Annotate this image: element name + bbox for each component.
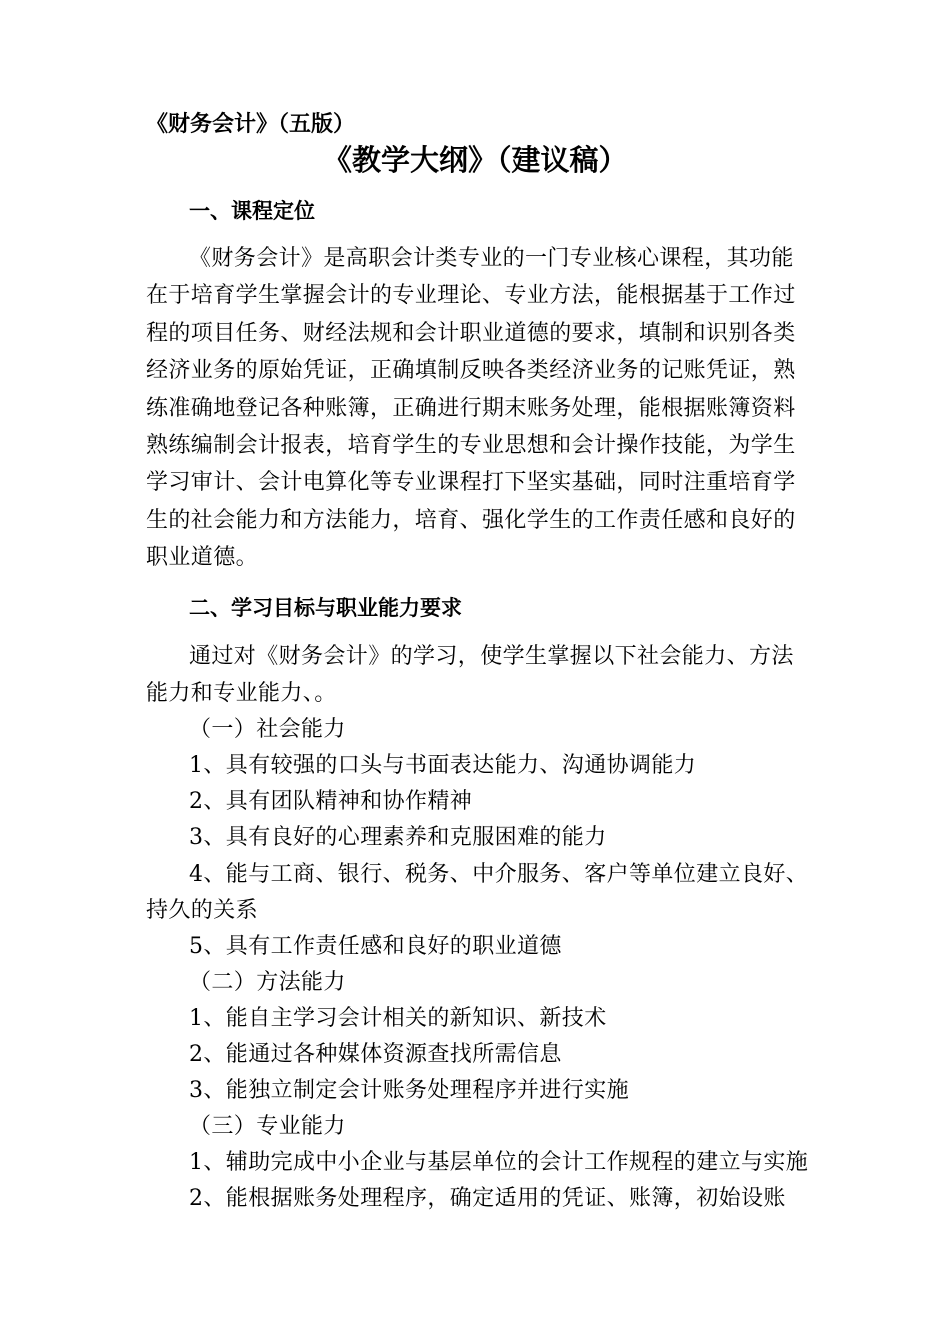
paragraph-line: 能力和专业能力、。: [146, 681, 337, 706]
paragraph-line: 通过对《财务会计》的学习，使学生掌握以下社会能力、方法: [189, 644, 794, 669]
paragraph-line: 程的项目任务、财经法规和会计职业道德的要求，填制和识别各类: [146, 321, 796, 346]
list-item: 4、能与工商、银行、税务、中介服务、客户等单位建立良好、: [189, 862, 809, 887]
paragraph-line: 学习审计、会计电算化等专业课程打下坚实基础，同时注重培育学: [146, 470, 796, 495]
document-title: 《教学大纲》（建议稿）: [323, 143, 628, 177]
paragraph-line: 熟练编制会计报表，培育学生的专业思想和会计操作技能，为学生: [146, 433, 796, 458]
list-item: 持久的关系: [146, 898, 259, 923]
subsection-title-method: （二）方法能力: [189, 970, 346, 995]
list-item: 3、具有良好的心理素养和克服困难的能力: [189, 825, 607, 850]
paragraph-line: 《财务会计》是高职会计类专业的一门专业核心课程，其功能: [189, 246, 794, 271]
document-subtitle: 《财务会计》（五版）: [146, 112, 356, 137]
paragraph-line: 在于培育学生掌握会计的专业理论、专业方法，能根据基于工作过: [146, 283, 796, 308]
subsection-title-professional: （三）专业能力: [189, 1114, 346, 1139]
paragraph-line: 生的社会能力和方法能力，培育、强化学生的工作责任感和良好的: [146, 508, 796, 533]
paragraph-line: 练准确地登记各种账簿，正确进行期末账务处理，能根据账簿资料: [146, 396, 796, 421]
paragraph-line: 职业道德。: [146, 545, 259, 570]
list-item: 1、辅助完成中小企业与基层单位的会计工作规程的建立与实施: [189, 1150, 809, 1175]
section-heading-learning-objectives: 二、学习目标与职业能力要求: [189, 596, 462, 620]
section-heading-course-positioning: 一、课程定位: [189, 199, 315, 223]
subsection-title-social: （一）社会能力: [189, 717, 346, 742]
list-item: 1、具有较强的口头与书面表达能力、沟通协调能力: [189, 753, 697, 778]
list-item: 2、能根据账务处理程序，确定适用的凭证、账簿，初始设账: [189, 1186, 786, 1211]
list-item: 2、能通过各种媒体资源查找所需信息: [189, 1042, 562, 1067]
paragraph-line: 经济业务的原始凭证，正确填制反映各类经济业务的记账凭证，熟: [146, 358, 796, 383]
list-item: 1、能自主学习会计相关的新知识、新技术: [189, 1006, 607, 1031]
list-item: 2、具有团队精神和协作精神: [189, 789, 473, 814]
list-item: 3、能独立制定会计账务处理程序并进行实施: [189, 1078, 629, 1103]
list-item: 5、具有工作责任感和良好的职业道德: [189, 934, 562, 959]
